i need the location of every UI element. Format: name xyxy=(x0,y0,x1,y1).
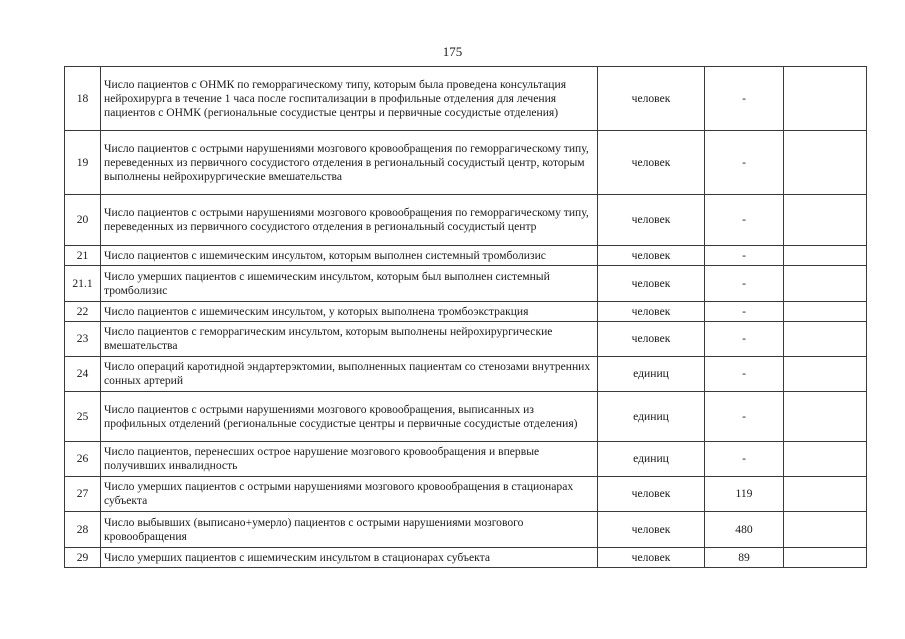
row-value: - xyxy=(705,392,784,442)
row-empty-cell xyxy=(784,548,867,568)
row-description: Число пациентов с геморрагическим инсультом, которым выполнены нейрохирургические вмешательства xyxy=(101,322,598,357)
row-description: Число пациентов с ОНМК по геморрагическому типу, которым была проведена консультация нейрохирурга в течение 1 часа после госпитализации в профильные отделения для лечения пациентов с ОНМК (региональные сосудистые центры и первичные сосудистые отделения) xyxy=(101,67,598,131)
row-value: - xyxy=(705,357,784,392)
row-description: Число умерших пациентов с ишемическим инсультом в стационарах субъекта xyxy=(101,548,598,568)
row-number: 22 xyxy=(65,302,101,322)
row-unit: человек xyxy=(598,322,705,357)
row-empty-cell xyxy=(784,302,867,322)
table-row xyxy=(65,246,867,266)
row-number: 18 xyxy=(65,67,101,131)
row-value: 480 xyxy=(705,512,784,548)
table-row xyxy=(65,302,867,322)
row-description: Число пациентов, перенесших острое нарушение мозгового кровообращения и впервые получивших инвалидность xyxy=(101,442,598,477)
row-number: 26 xyxy=(65,442,101,477)
row-empty-cell xyxy=(784,131,867,195)
row-value: 119 xyxy=(705,477,784,512)
page-number: 175 xyxy=(442,44,463,59)
row-description: Число умерших пациентов с острыми нарушениями мозгового кровообращения в стационарах субъекта xyxy=(101,477,598,512)
row-description: Число пациентов с острыми нарушениями мозгового кровообращения по геморрагическому типу, переведенных из первичного сосудистого отделения в региональный сосудистый центр xyxy=(101,195,598,246)
row-empty-cell xyxy=(784,195,867,246)
row-description: Число выбывших (выписано+умерло) пациентов с острыми нарушениями мозгового кровообращения xyxy=(101,512,598,548)
row-number: 27 xyxy=(65,477,101,512)
row-value: - xyxy=(705,195,784,246)
indicator-table xyxy=(64,66,867,568)
row-description: Число операций каротидной эндартерэктомии, выполненных пациентам со стенозами внутренних сонных артерий xyxy=(101,357,598,392)
row-unit: человек xyxy=(598,131,705,195)
row-unit: человек xyxy=(598,477,705,512)
row-unit: человек xyxy=(598,266,705,302)
row-description: Число пациентов с острыми нарушениями мозгового кровообращения, выписанных из профильных отделений (региональные сосудистые центры и первичные сосудистые отделения) xyxy=(101,392,598,442)
row-value: - xyxy=(705,67,784,131)
row-value: - xyxy=(705,442,784,477)
table-row xyxy=(65,477,867,512)
table-row xyxy=(65,195,867,246)
row-unit: человек xyxy=(598,67,705,131)
row-description: Число пациентов с острыми нарушениями мозгового кровообращения по геморрагическому типу, переведенных из первичного сосудистого отделения в региональный сосудистый центр, которым выполнены нейрохирургические вмешательства xyxy=(101,131,598,195)
row-value: - xyxy=(705,302,784,322)
row-description: Число пациентов с ишемическим инсультом, у которых выполнена тромбоэкстракция xyxy=(101,302,598,322)
row-empty-cell xyxy=(784,442,867,477)
row-value: - xyxy=(705,266,784,302)
row-unit: человек xyxy=(598,302,705,322)
table-row xyxy=(65,392,867,442)
table-row xyxy=(65,357,867,392)
row-unit: единиц xyxy=(598,392,705,442)
row-value: - xyxy=(705,246,784,266)
row-unit: человек xyxy=(598,195,705,246)
row-number: 20 xyxy=(65,195,101,246)
row-unit: единиц xyxy=(598,357,705,392)
row-value: - xyxy=(705,131,784,195)
row-empty-cell xyxy=(784,322,867,357)
row-empty-cell xyxy=(784,392,867,442)
table-row xyxy=(65,548,867,568)
table-row xyxy=(65,322,867,357)
row-empty-cell xyxy=(784,357,867,392)
row-number: 23 xyxy=(65,322,101,357)
row-value: - xyxy=(705,322,784,357)
table-row xyxy=(65,442,867,477)
row-number: 24 xyxy=(65,357,101,392)
row-empty-cell xyxy=(784,477,867,512)
row-unit: человек xyxy=(598,512,705,548)
row-empty-cell xyxy=(784,512,867,548)
row-value: 89 xyxy=(705,548,784,568)
row-unit: единиц xyxy=(598,442,705,477)
table-row xyxy=(65,266,867,302)
row-number: 21 xyxy=(65,246,101,266)
row-number: 25 xyxy=(65,392,101,442)
row-description: Число пациентов с ишемическим инсультом, которым выполнен системный тромболизис xyxy=(101,246,598,266)
row-empty-cell xyxy=(784,266,867,302)
row-number: 29 xyxy=(65,548,101,568)
row-description: Число умерших пациентов с ишемическим инсультом, которым был выполнен системный тромболизис xyxy=(101,266,598,302)
row-number: 21.1 xyxy=(65,266,101,302)
row-empty-cell xyxy=(784,246,867,266)
row-unit: человек xyxy=(598,548,705,568)
row-empty-cell xyxy=(784,67,867,131)
row-number: 19 xyxy=(65,131,101,195)
table-row xyxy=(65,67,867,131)
row-number: 28 xyxy=(65,512,101,548)
table-row xyxy=(65,131,867,195)
table-row xyxy=(65,512,867,548)
row-unit: человек xyxy=(598,246,705,266)
